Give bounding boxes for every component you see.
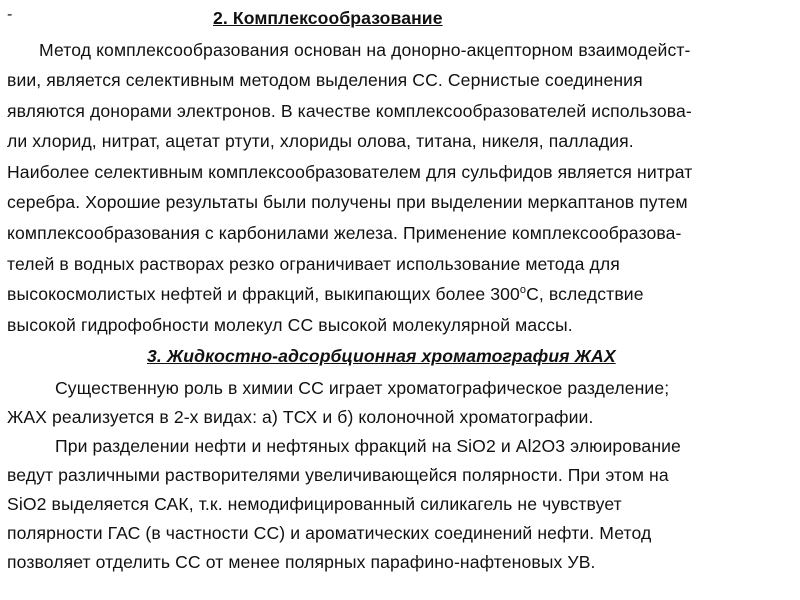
degree-mark: о <box>519 284 527 297</box>
line-text: С, вследствие <box>526 284 644 304</box>
paragraph-line: комплексообразования с карбонилами железа. Применение комплексообразова- <box>7 223 682 243</box>
paragraph-line: позволяет отделить СС от менее полярных парафино-нафтеновых УВ. <box>7 552 596 572</box>
paragraph-line: Метод комплексообразования основан на донорно-акцепторном взаимодейст- <box>39 40 691 60</box>
section-heading-complexation: 2. Комплексообразование <box>213 8 443 28</box>
paragraph-line: При разделении нефти и нефтяных фракций на SiO2 и Al2O3 элюирование <box>55 436 681 456</box>
paragraph-line: вии, является селективным методом выделения СС. Сернистые соединения <box>7 70 643 90</box>
paragraph-line: ведут различными растворителями увеличивающейся полярности. При этом на <box>7 465 669 485</box>
paragraph-line: серебра. Хорошие результаты были получены при выделении меркаптанов путем <box>7 192 688 212</box>
paragraph-line: ЖАХ реализуется в 2-х видах: а) ТСХ и б) колоночной хроматографии. <box>7 407 594 427</box>
paragraph-line: ли хлорид, нитрат, ацетат ртути, хлориды олова, титана, никеля, палладия. <box>7 131 634 151</box>
paragraph-line: являются донорами электронов. В качестве комплексообразователей использова- <box>7 101 692 121</box>
paragraph-line <box>7 284 644 304</box>
paragraph-line: полярности ГАС (в частности СС) и ароматических соединений нефти. Метод <box>7 523 652 543</box>
paragraph-line: высокой гидрофобности молекул СС высокой молекулярной массы. <box>7 315 573 335</box>
line-text: высокосмолистых нефтей и фракций, выкипающих более 300 <box>7 284 520 304</box>
section-heading-chromatography: 3. Жидкостно-адсорбционная хроматография ЖАХ <box>147 346 616 366</box>
paragraph-line: телей в водных растворах резко ограничивает использование метода для <box>7 254 620 274</box>
bullet-marker: - <box>7 6 13 23</box>
paragraph-line: Существенную роль в химии СС играет хроматографическое разделение; <box>55 378 670 398</box>
paragraph-line: Наиболее селективным комплексообразователем для сульфидов является нитрат <box>7 162 693 182</box>
paragraph-line: SiO2 выделяется САК, т.к. немодифицированный силикагель не чувствует <box>7 494 622 514</box>
